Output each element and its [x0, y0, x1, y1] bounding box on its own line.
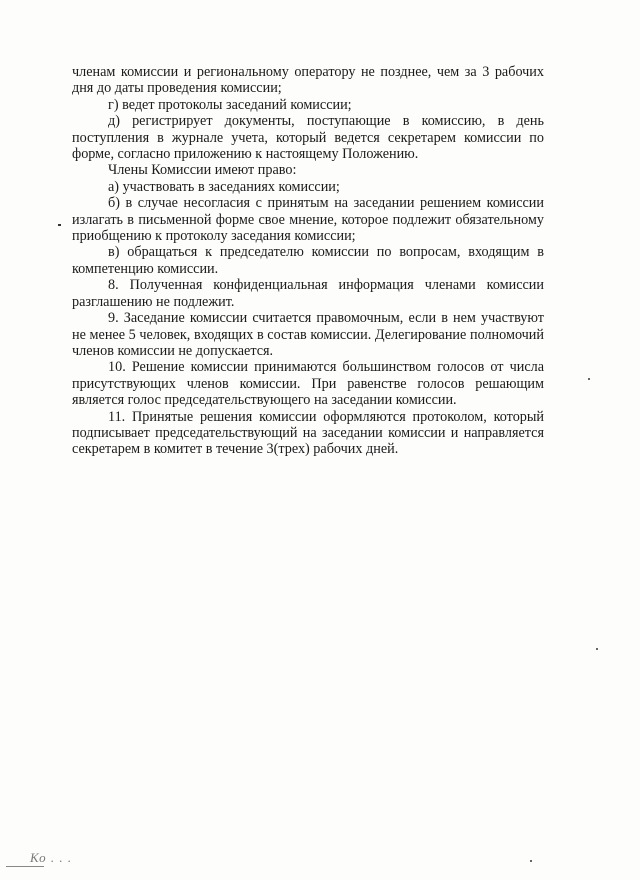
scan-speck — [596, 648, 598, 650]
paragraph-item-g: г) ведет протоколы заседаний комиссии; — [108, 96, 352, 113]
paragraph-right-b: б) в случае несогласия с принятым на заседании решением комиссии излагать в письменной форме свое мнение, которое подлежит обязательному приобщению к протоколу заседания комиссии; — [72, 195, 544, 245]
paragraph-right-v: в) обращаться к председателю комиссии по вопросам, входящим в компетенцию комиссии. — [72, 244, 544, 277]
paragraph-continuation: членам комиссии и региональному оператору не позднее, чем за 3 рабочих дня до даты проведения комиссии; — [72, 64, 544, 97]
paragraph-clause-8: 8. Полученная конфиденциальная информация членами комиссии разглашению не подлежит. — [72, 277, 544, 310]
document-body — [72, 64, 544, 458]
paragraph-clause-9: 9. Заседание комиссии считается правомочным, если в нем участвуют не менее 5 человек, входящих в состав комиссии. Делегирование полномочий членов комиссии не допускается. — [72, 310, 544, 359]
scan-corner-mark: Ко . . . — [30, 850, 73, 865]
paragraph-clause-10: 10. Решение комиссии принимаются большинством голосов от числа присутствующих членов комиссии. При равенстве голосов решающим является голос председательствующего на заседании комиссии. — [72, 359, 544, 409]
scan-margin-dot — [58, 224, 61, 226]
paragraph-right-a: а) участвовать в заседаниях комиссии; — [108, 178, 340, 195]
paragraph-members-rights: Члены Комиссии имеют право: — [108, 162, 297, 179]
paragraph-clause-11: 11. Принятые решения комиссии оформляются протоколом, который подписывает председательствующий на заседании комиссии и направляется секретарем в комитет в течение 3(трех) рабочих дней. — [72, 408, 544, 458]
scan-corner-line — [6, 866, 44, 867]
paragraph-item-d: д) регистрирует документы, поступающие в комиссию, в день поступления в журнале учета, который ведется секретарем комиссии по форме, согласно приложению к настоящему Положению. — [72, 113, 544, 163]
scan-speck — [588, 378, 590, 380]
scan-speck — [530, 860, 532, 862]
